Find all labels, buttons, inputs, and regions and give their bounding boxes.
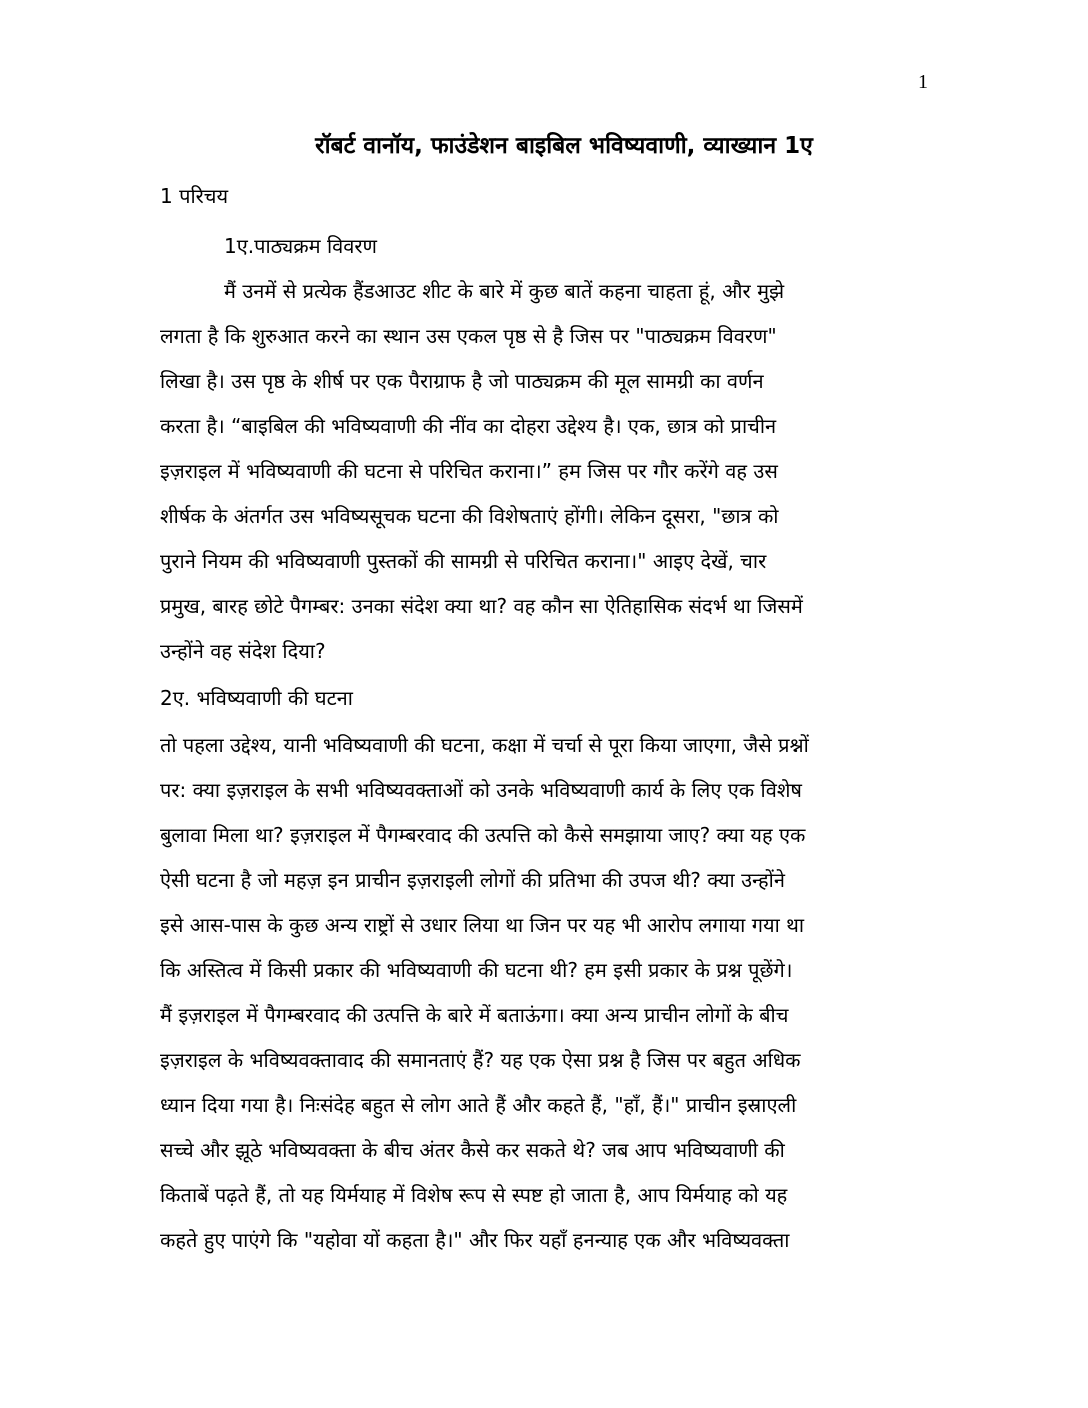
paragraph-line: तो पहला उद्देश्य, यानी भविष्यवाणी की घटना, कक्षा में चर्चा से पूरा किया जाएगा, जैसे प्रश्नों: [160, 733, 809, 757]
paragraph-line: मैं इज़राइल में पैगम्बरवाद की उत्पत्ति के बारे में बताऊंगा। क्या अन्य प्राचीन लोगों के बीच: [160, 1003, 789, 1027]
paragraph-line: इज़राइल के भविष्यवक्तावाद की समानताएं हैं? यह एक ऐसा प्रश्न है जिस पर बहुत अधिक: [160, 1048, 801, 1072]
paragraph-line: किताबें पढ़ते हैं, तो यह यिर्मयाह में विशेष रूप से स्पष्ट हो जाता है, आप यिर्मयाह को यह: [160, 1183, 788, 1207]
subsection-heading-course-description: 1ए.पाठ्यक्रम विवरण: [224, 234, 377, 258]
paragraph-line: कि अस्तित्व में किसी प्रकार की भविष्यवाणी की घटना थी? हम इसी प्रकार के प्रश्न पूछेंगे।: [160, 958, 793, 982]
paragraph-line: सच्चे और झूठे भविष्यवक्ता के बीच अंतर कैसे कर सकते थे? जब आप भविष्यवाणी की: [160, 1138, 785, 1162]
page-number: 1: [918, 71, 928, 93]
subsection-heading-prophetic-phenomenon: 2ए. भविष्यवाणी की घटना: [160, 686, 353, 710]
section-heading-intro: 1 परिचय: [160, 184, 229, 208]
paragraph-line: प्रमुख, बारह छोटे पैगम्बर: उनका संदेश क्या था? वह कौन सा ऐतिहासिक संदर्भ था जिसमें: [160, 594, 803, 618]
paragraph-line: बुलावा मिला था? इज़राइल में पैगम्बरवाद की उत्पत्ति को कैसे समझाया जाए? क्या यह एक: [160, 823, 806, 847]
paragraph-line: मैं उनमें से प्रत्येक हैंडआउट शीट के बारे में कुछ बातें कहना चाहता हूं, और मुझे: [224, 279, 785, 303]
paragraph-line: इज़राइल में भविष्यवाणी की घटना से परिचित कराना।” हम जिस पर गौर करेंगे वह उस: [160, 459, 778, 483]
paragraph-line: कहते हुए पाएंगे कि "यहोवा यों कहता है।" और फिर यहाँ हनन्याह एक और भविष्यवक्ता: [160, 1228, 790, 1252]
paragraph-line: लिखा है। उस पृष्ठ के शीर्ष पर एक पैराग्राफ है जो पाठ्यक्रम की मूल सामग्री का वर्णन: [160, 369, 764, 393]
paragraph-line: पर: क्या इज़राइल के सभी भविष्यवक्ताओं को उनके भविष्यवाणी कार्य के लिए एक विशेष: [160, 778, 802, 802]
paragraph-line: शीर्षक के अंतर्गत उस भविष्यसूचक घटना की विशेषताएं होंगी। लेकिन दूसरा, "छात्र को: [160, 504, 779, 528]
paragraph-line: ध्यान दिया गया है। निःसंदेह बहुत से लोग आते हैं और कहते हैं, "हाँ, हैं।" प्राचीन इस्राएली: [160, 1093, 797, 1117]
paragraph-line: लगता है कि शुरुआत करने का स्थान उस एकल पृष्ठ से है जिस पर "पाठ्यक्रम विवरण": [160, 324, 777, 348]
paragraph-line: ऐसी घटना है जो महज़ इन प्राचीन इज़राइली लोगों की प्रतिभा की उपज थी? क्या उन्होंने: [160, 868, 785, 892]
paragraph-line: करता है। “बाइबिल की भविष्यवाणी की नींव का दोहरा उद्देश्य है। एक, छात्र को प्राचीन: [160, 414, 777, 438]
paragraph-line: उन्होंने वह संदेश दिया?: [160, 639, 326, 663]
paragraph-line: इसे आस-पास के कुछ अन्य राष्ट्रों से उधार लिया था जिन पर यह भी आरोप लगाया गया था: [160, 913, 805, 937]
paragraph-line: पुराने नियम की भविष्यवाणी पुस्तकों की सामग्री से परिचित कराना।" आइए देखें, चार: [160, 549, 767, 573]
document-title: रॉबर्ट वानॉय, फाउंडेशन बाइबिल भविष्यवाणी, व्याख्यान 1ए: [315, 133, 813, 159]
